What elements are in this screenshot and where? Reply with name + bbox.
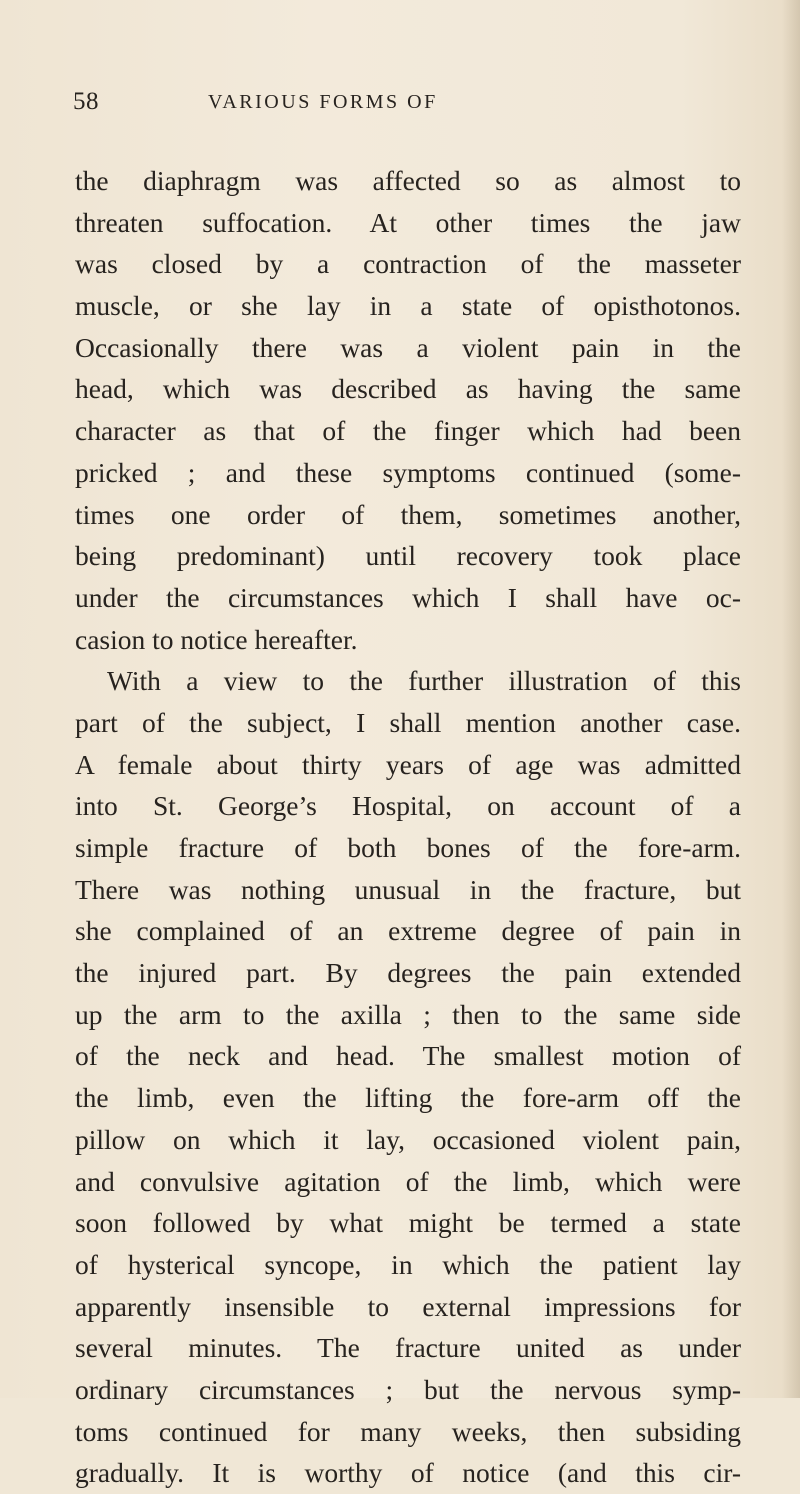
text-line: A female about thirty years of age was admitted [75, 748, 741, 780]
body-text [75, 160, 741, 1494]
text-line: under the circumstances which I shall have oc- [75, 581, 741, 613]
running-head-title: VARIOUS FORMS OF [208, 91, 438, 113]
text-line: the diaphragm was affected so as almost to [75, 165, 741, 196]
text-line: simple fracture of both bones of the fore-arm. [75, 832, 741, 863]
text-line: muscle, or she lay in a state of opisthotonos. [75, 290, 741, 322]
text-line: of hysterical syncope, in which the patient lay [75, 1248, 741, 1280]
text-line: being predominant) until recovery took place [75, 540, 741, 572]
text-line: apparently insensible to external impressions for [75, 1290, 741, 1322]
text-line: head, which was described as having the same [75, 373, 741, 405]
text-line: Occasionally there was a violent pain in the [75, 331, 741, 363]
text-line: character as that of the finger which had been [75, 415, 741, 447]
text-line: times one order of them, sometimes another, [75, 498, 741, 530]
text-line: of the neck and head. The smallest motion of [75, 1040, 741, 1072]
text-line: There was nothing unusual in the fracture, but [75, 873, 741, 905]
text-line: ordinary circumstances ; but the nervous symp- [75, 1373, 741, 1405]
text-line: into St. George’s Hospital, on account of a [75, 790, 741, 822]
page-edge-shadow [782, 0, 800, 1398]
text-line: toms continued for many weeks, then subsiding [75, 1415, 741, 1447]
text-line: casion to notice hereafter. [75, 623, 358, 655]
text-line: the injured part. By degrees the pain extended [75, 957, 741, 989]
text-line: she complained of an extreme degree of pain in [75, 915, 741, 947]
text-line: With a view to the further illustration of this [107, 665, 741, 697]
text-line: the limb, even the lifting the fore-arm off the [75, 1082, 741, 1114]
text-line: pricked ; and these symptoms continued (some- [75, 456, 741, 488]
text-line: gradually. It is worthy of notice (and this cir- [75, 1457, 741, 1489]
text-line: part of the subject, I shall mention another case. [75, 706, 741, 738]
text-line: threaten suffocation. At other times the jaw [75, 206, 741, 238]
text-line: up the arm to the axilla ; then to the same side [75, 998, 741, 1030]
running-head [0, 88, 800, 128]
text-line: was closed by a contraction of the masseter [75, 248, 741, 280]
text-line: pillow on which it lay, occasioned violent pain, [75, 1123, 741, 1155]
text-line: several minutes. The fracture united as under [75, 1332, 741, 1364]
text-line: and convulsive agitation of the limb, which were [75, 1165, 741, 1197]
page-number: 58 [73, 88, 99, 115]
text-line: soon followed by what might be termed a state [75, 1207, 741, 1239]
